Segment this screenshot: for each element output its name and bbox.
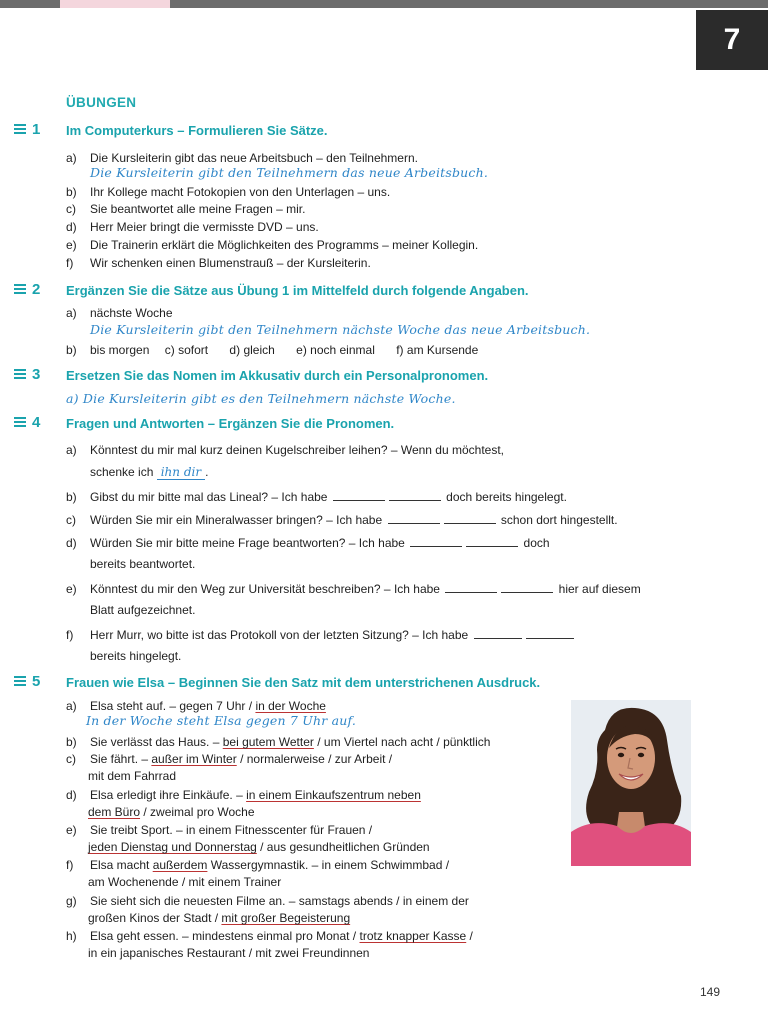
exercise-5-item-g-cont: großen Kinos der Stadt / mit großer Begeisterung (88, 911, 351, 925)
photo-elsa (571, 700, 691, 866)
handwritten-answer-2a: Die Kursleiterin gibt den Teilnehmern nächste Woche das neue Arbeitsbuch. (90, 322, 591, 337)
handwritten-answer-3a: a) Die Kursleiterin gibt es den Teilnehmern nächste Woche. (66, 391, 456, 406)
page-number: 149 (700, 985, 721, 999)
exercise-5-item-f-cont: am Wochenende / mit einem Trainer (88, 875, 282, 889)
exercise-number: 4 (32, 414, 41, 431)
exercise-5-item-d-cont: dem Büro / zweimal pro Woche (88, 805, 255, 819)
exercise-4-item-a: a) Könntest du mir mal kurz deinen Kugelschreiber leihen? – Wenn du möchtest, (66, 443, 505, 457)
handwritten-answer-5a: In der Woche steht Elsa gegen 7 Uhr auf. (86, 713, 357, 728)
answer-blank[interactable] (333, 489, 385, 501)
listening-lines-icon (14, 369, 28, 381)
listening-lines-icon (14, 417, 28, 429)
exercise-4-item-d-cont: bereits beantwortet. (90, 557, 196, 571)
exercise-5-item-e: e) Sie treibt Sport. – in einem Fitnesscenter für Frauen / (66, 823, 373, 837)
answer-blank[interactable] (445, 581, 497, 593)
exercise-4-item-b: b) Gibst du mir bitte mal das Lineal? – Ich habe doch bereits hingelegt. (66, 490, 567, 504)
exercise-5-item-g: g) Sie sieht sich die neuesten Filme an. – samstags abends / in einem der (66, 894, 469, 908)
answer-blank[interactable] (444, 512, 496, 524)
exercise-4-item-c: c) Würden Sie mir ein Mineralwasser bringen? – Ich habe schon dort hingestellt. (66, 513, 618, 527)
exercise-4-item-f-cont: bereits hingelegt. (90, 649, 182, 663)
exercise-2-item-a: a) nächste Woche (66, 306, 173, 320)
handwritten-answer-1a: Die Kursleiterin gibt den Teilnehmern das neue Arbeitsbuch. (90, 165, 489, 180)
exercise-5-item-a: a) Elsa steht auf. – gegen 7 Uhr / in der Woche (66, 699, 326, 713)
exercise-5-item-h: h) Elsa geht essen. – mindestens einmal pro Monat / trotz knapper Kasse / (66, 929, 473, 943)
exercise-1-item-c: c) Sie beantwortet alle meine Fragen – mir. (66, 202, 306, 216)
exercise-number: 3 (32, 366, 41, 383)
woman-portrait-illustration (571, 700, 691, 866)
chapter-number: 7 (723, 23, 741, 56)
exercise-5-item-d: d) Elsa erledigt ihre Einkäufe. – in einem Einkaufszentrum neben (66, 788, 421, 802)
answer-blank[interactable] (388, 512, 440, 524)
exercise-4-item-f: f) Herr Murr, wo bitte ist das Protokoll von der letzten Sitzung? – Ich habe (66, 627, 576, 642)
section-title: ÜBUNGEN (66, 95, 137, 110)
exercise-1-item-d: d) Herr Meier bringt die vermisste DVD – uns. (66, 220, 319, 234)
top-edge-strip (0, 0, 768, 8)
exercise-4-item-e: e) Könntest du mir den Weg zur Universität beschreiben? – Ich habe hier auf diesem (66, 582, 641, 596)
exercise-1-item-b: b) Ihr Kollege macht Fotokopien von den Unterlagen – uns. (66, 185, 391, 199)
exercise-number: 1 (32, 121, 41, 138)
exercise-4-item-d: d) Würden Sie mir bitte meine Frage beantworten? – Ich habe doch (66, 536, 550, 550)
exercise-5-item-c-cont: mit dem Fahrrad (88, 769, 177, 783)
answer-blank[interactable] (389, 489, 441, 501)
answer-blank[interactable] (410, 535, 462, 547)
listening-lines-icon (14, 284, 28, 296)
exercise-5-item-e-cont: jeden Dienstag und Donnerstag / aus gesundheitlichen Gründen (88, 840, 430, 854)
exercise-5-item-b: b) Sie verlässt das Haus. – bei gutem Wetter / um Viertel nach acht / pünktlich (66, 735, 491, 749)
top-edge-accent (60, 0, 170, 8)
exercise-title: Ersetzen Sie das Nomen im Akkusativ durch ein Personalpronomen. (66, 368, 489, 383)
listening-lines-icon (14, 124, 28, 136)
exercise-1-item-f: f) Wir schenken einen Blumenstrauß – der Kursleiterin. (66, 256, 371, 270)
exercise-5-item-c: c) Sie fährt. – außer im Winter / normalerweise / zur Arbeit / (66, 752, 393, 766)
exercise-title: Im Computerkurs – Formulieren Sie Sätze. (66, 123, 328, 138)
answer-blank[interactable] (526, 627, 574, 639)
exercise-1-item-e: e) Die Trainerin erklärt die Möglichkeiten des Programms – meiner Kollegin. (66, 238, 479, 252)
chapter-number-box (696, 10, 768, 70)
exercise-2-options: b) bis morgen c) sofort d) gleich e) noch einmal f) am Kursende (66, 343, 479, 357)
exercise-title: Frauen wie Elsa – Beginnen Sie den Satz mit dem unterstrichenen Ausdruck. (66, 675, 541, 690)
exercise-number: 2 (32, 281, 41, 298)
exercise-4-item-a-cont: schenke ich ihn dir . (90, 465, 209, 479)
handwritten-fill: ihn dir (157, 465, 205, 480)
exercise-4-item-e-cont: Blatt aufgezeichnet. (90, 603, 196, 617)
answer-blank[interactable] (466, 535, 518, 547)
exercise-number: 5 (32, 673, 41, 690)
answer-blank[interactable] (474, 627, 522, 639)
listening-lines-icon (14, 676, 28, 688)
answer-blank[interactable] (501, 581, 553, 593)
exercise-5-item-h-cont: in ein japanisches Restaurant / mit zwei Freundinnen (88, 946, 370, 960)
exercise-title: Ergänzen Sie die Sätze aus Übung 1 im Mittelfeld durch folgende Angaben. (66, 283, 529, 298)
exercise-title: Fragen und Antworten – Ergänzen Sie die Pronomen. (66, 416, 395, 431)
exercise-1-item-a: a) Die Kursleiterin gibt das neue Arbeitsbuch – den Teilnehmern. (66, 151, 418, 165)
exercise-5-item-f: f) Elsa macht außerdem Wassergymnastik. – in einem Schwimmbad / (66, 858, 450, 872)
